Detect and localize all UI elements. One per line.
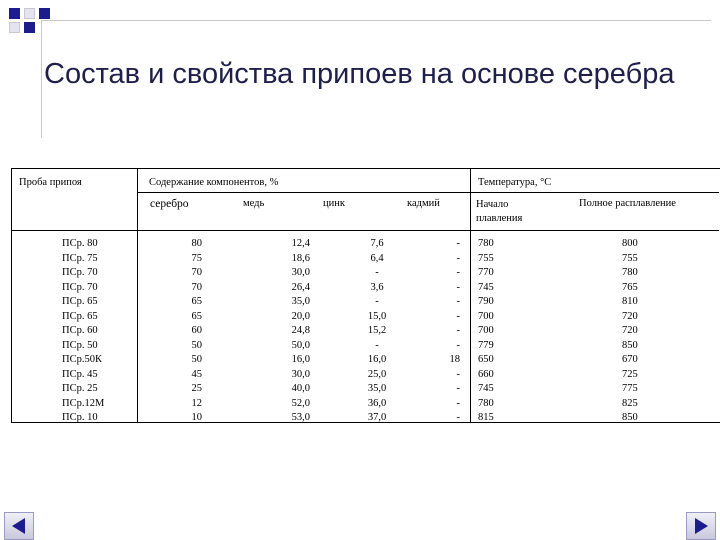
silver-cell: 70 xyxy=(191,281,202,293)
table-divider xyxy=(12,230,719,231)
copper-cell: 24,8 xyxy=(291,325,310,336)
decor-square xyxy=(9,8,20,19)
solder-cell: ПСр.12М xyxy=(62,397,105,409)
start-melting-cell: 780 xyxy=(478,238,494,249)
subheader-start-line2: плавления xyxy=(476,213,523,224)
full-melting-cell: 850 xyxy=(622,412,638,423)
cadmium-cell: - xyxy=(456,310,460,322)
decor-square xyxy=(24,8,35,19)
cadmium-cell: 18 xyxy=(449,354,460,365)
next-slide-button[interactable] xyxy=(686,512,716,540)
start-melting-cell: 770 xyxy=(478,267,494,278)
start-melting-cell: 700 xyxy=(478,310,494,322)
subheader-full-melting: Полное расплавление xyxy=(579,198,676,209)
copper-cell: 30,0 xyxy=(291,267,310,278)
full-melting-cell: 720 xyxy=(622,325,638,336)
start-melting-cell: 745 xyxy=(478,281,494,293)
copper-cell: 16,0 xyxy=(291,354,310,365)
zinc-cell: - xyxy=(375,339,379,351)
solder-cell: ПСр. 80 xyxy=(62,238,98,249)
zinc-cell: 3,6 xyxy=(370,281,384,293)
column-zinc xyxy=(357,237,397,426)
silver-cell: 65 xyxy=(191,296,202,307)
table-divider xyxy=(137,169,138,422)
zinc-cell: 35,0 xyxy=(367,383,387,394)
full-melting-cell: 775 xyxy=(622,383,638,394)
zinc-cell: 15,0 xyxy=(367,310,387,322)
zinc-cell: 15,2 xyxy=(367,325,387,336)
start-melting-cell: 700 xyxy=(478,325,494,336)
table-divider xyxy=(137,192,719,193)
decor-square xyxy=(24,22,35,33)
header-composition: Содержание компонентов, % xyxy=(149,177,279,188)
full-melting-cell: 725 xyxy=(622,368,638,380)
decor-square xyxy=(39,8,50,19)
full-melting-cell: 755 xyxy=(622,252,638,264)
copper-cell: 18,6 xyxy=(291,252,310,264)
cadmium-cell: - xyxy=(456,281,460,293)
cadmium-cell: - xyxy=(456,267,460,278)
solder-cell: ПСр. 60 xyxy=(62,325,98,336)
full-melting-cell: 825 xyxy=(622,397,638,409)
start-melting-cell: 745 xyxy=(478,383,494,394)
zinc-cell: 36,0 xyxy=(367,397,387,409)
cadmium-cell: - xyxy=(456,325,460,336)
solder-cell: ПСр.50К xyxy=(62,354,102,365)
solder-cell: ПСр. 45 xyxy=(62,368,98,380)
copper-cell: 35,0 xyxy=(291,296,310,307)
column-solder xyxy=(62,237,104,426)
subheader-cadmium: кадмий xyxy=(407,198,440,209)
silver-cell: 45 xyxy=(191,368,202,380)
start-melting-cell: 660 xyxy=(478,368,494,380)
solder-cell: ПСр. 10 xyxy=(62,412,98,423)
solder-table xyxy=(11,168,720,423)
silver-cell: 75 xyxy=(191,252,202,264)
column-start-melting xyxy=(478,237,494,426)
cadmium-cell: - xyxy=(456,397,460,409)
silver-cell: 25 xyxy=(191,383,202,394)
copper-cell: 26,4 xyxy=(291,281,310,293)
silver-cell: 60 xyxy=(191,325,202,336)
solder-cell: ПСр. 50 xyxy=(62,339,98,351)
full-melting-cell: 720 xyxy=(622,310,638,322)
column-copper xyxy=(272,237,310,426)
copper-cell: 12,4 xyxy=(291,238,310,249)
full-melting-cell: 780 xyxy=(622,267,638,278)
subheader-copper: медь xyxy=(243,198,265,209)
silver-cell: 80 xyxy=(191,238,202,249)
copper-cell: 52,0 xyxy=(291,397,310,409)
full-melting-cell: 670 xyxy=(622,354,638,365)
cadmium-cell: - xyxy=(456,339,460,351)
start-melting-cell: 779 xyxy=(478,339,494,351)
cadmium-cell: - xyxy=(456,252,460,264)
table-divider xyxy=(470,169,471,422)
zinc-cell: 6,4 xyxy=(370,252,384,264)
arrow-right-icon xyxy=(687,513,715,539)
cadmium-cell: - xyxy=(456,383,460,394)
solder-cell: ПСр. 75 xyxy=(62,252,98,264)
zinc-cell: - xyxy=(375,267,379,278)
header-solder: Проба припоя xyxy=(19,177,82,188)
subheader-start-line1: Начало xyxy=(476,199,509,210)
copper-cell: 30,0 xyxy=(291,368,310,380)
silver-cell: 12 xyxy=(191,397,202,409)
start-melting-cell: 650 xyxy=(478,354,494,365)
copper-cell: 40,0 xyxy=(291,383,310,394)
zinc-cell: - xyxy=(375,296,379,307)
full-melting-cell: 810 xyxy=(622,296,638,307)
solder-cell: ПСр. 25 xyxy=(62,383,98,394)
solder-cell: ПСр. 65 xyxy=(62,296,98,307)
subheader-silver: серебро xyxy=(150,198,189,210)
silver-cell: 50 xyxy=(191,354,202,365)
column-cadmium xyxy=(440,237,460,426)
decor-square xyxy=(9,22,20,33)
solder-cell: ПСр. 70 xyxy=(62,267,98,278)
start-melting-cell: 780 xyxy=(478,397,494,409)
silver-cell: 65 xyxy=(191,310,202,322)
subheader-start-melting xyxy=(476,198,522,226)
full-melting-cell: 765 xyxy=(622,281,638,293)
decor-line-horizontal xyxy=(41,20,711,21)
cadmium-cell: - xyxy=(456,368,460,380)
zinc-cell: 25,0 xyxy=(367,368,387,380)
zinc-cell: 7,6 xyxy=(370,238,384,249)
full-melting-cell: 850 xyxy=(622,339,638,351)
copper-cell: 20,0 xyxy=(291,310,310,322)
cadmium-cell: - xyxy=(456,412,460,423)
start-melting-cell: 755 xyxy=(478,252,494,264)
column-silver xyxy=(172,237,202,426)
prev-slide-button[interactable] xyxy=(4,512,34,540)
header-temperature: Температура, °С xyxy=(478,177,552,188)
silver-cell: 70 xyxy=(191,267,202,278)
solder-cell: ПСр. 70 xyxy=(62,281,98,293)
decor-line-vertical xyxy=(41,20,42,138)
column-full-melting xyxy=(622,237,638,426)
start-melting-cell: 790 xyxy=(478,296,494,307)
zinc-cell: 16,0 xyxy=(367,354,387,365)
solder-cell: ПСр. 65 xyxy=(62,310,98,322)
zinc-cell: 37,0 xyxy=(367,412,387,423)
subheader-zinc: цинк xyxy=(323,198,345,209)
silver-cell: 10 xyxy=(191,412,202,423)
full-melting-cell: 800 xyxy=(622,238,638,249)
start-melting-cell: 815 xyxy=(478,412,494,423)
slide-title: Состав и свойства припоев на основе серебра xyxy=(44,58,675,90)
cadmium-cell: - xyxy=(456,296,460,307)
silver-cell: 50 xyxy=(191,339,202,351)
copper-cell: 53,0 xyxy=(291,412,310,423)
copper-cell: 50,0 xyxy=(291,339,310,351)
arrow-left-icon xyxy=(5,513,33,539)
cadmium-cell: - xyxy=(456,238,460,249)
